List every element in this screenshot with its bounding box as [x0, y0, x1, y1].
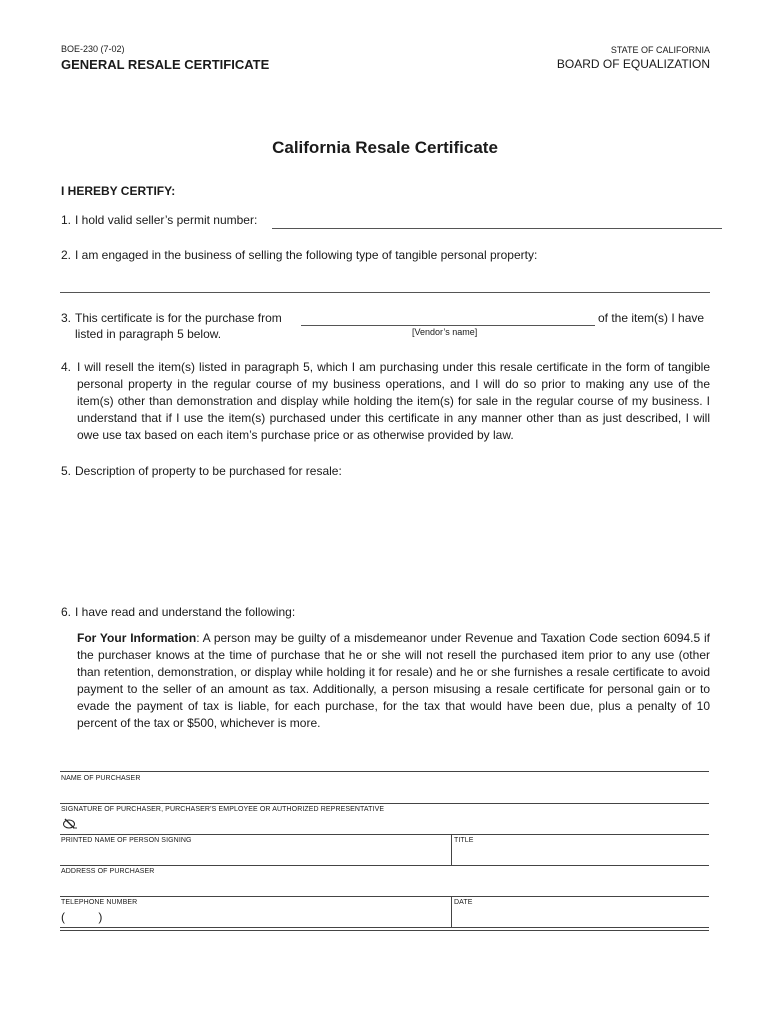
- form-title: GENERAL RESALE CERTIFICATE: [61, 57, 270, 72]
- item-3-text-b: of the item(s) I have: [598, 311, 705, 325]
- item-4-number: 4.: [61, 360, 72, 374]
- bottom-double-rule: [60, 930, 709, 931]
- item-4-text: I will resell the item(s) listed in paragraph 5, which I am purchasing under this resale certificate in the form of tangible personal property in the regular course of my business operations, and I will do so prior to making any use of the item(s) other than demonstration and display while holding the item(s) for sale in the regular course of my business. I understand that if I use the item(s) purchased under this certificate in any manner other than as just described, I will owe use tax based on each item’s purchase price or as otherwise provided by law.: [77, 360, 710, 442]
- fyi-paragraph: [77, 630, 710, 732]
- telephone-label: TELEPHONE NUMBER: [61, 899, 138, 906]
- item-3-text-a: This certificate is for the purchase from: [75, 311, 282, 325]
- property-type-field[interactable]: [60, 292, 710, 293]
- item-3-text-c: listed in paragraph 5 below.: [75, 327, 222, 341]
- name-of-purchaser-field[interactable]: [60, 803, 709, 804]
- item-2-number: 2.: [61, 248, 72, 262]
- item-5-number: 5.: [61, 464, 72, 478]
- fyi-label: For Your Information: [77, 631, 197, 645]
- permit-number-field[interactable]: [272, 228, 722, 229]
- form-id: BOE-230 (7-02): [61, 44, 125, 54]
- name-of-purchaser-label: NAME OF PURCHASER: [61, 775, 141, 782]
- telephone-date-divider: [451, 896, 452, 928]
- address-label: ADDRESS OF PURCHASER: [61, 868, 155, 875]
- page-title: California Resale Certificate: [272, 138, 498, 157]
- purchaser-top-rule: [60, 771, 709, 772]
- vendor-name-label: [Vendor’s name]: [412, 327, 478, 337]
- printed-name-label: PRINTED NAME OF PERSON SIGNING: [61, 837, 192, 844]
- title-label: TITLE: [454, 837, 474, 844]
- property-description-area[interactable]: [75, 482, 710, 592]
- telephone-parens: ( ): [61, 910, 103, 924]
- certify-heading: I HEREBY CERTIFY:: [61, 184, 176, 198]
- board-label: BOARD OF EQUALIZATION: [556, 57, 710, 71]
- address-field[interactable]: [60, 896, 709, 897]
- fyi-text: : A person may be guilty of a misdemeanor under Revenue and Taxation Code section 6094.5 if the purchaser knows at the time of purchase that he or she will not resell the purchased item prior to any use (other than retention, demonstration, or display while holding it for resale) and he or she furnishes a resale certificate to avoid payment to the seller of an amount as tax. Additionally, a person misusing a resale certificate for personal gain or to evade the payment of tax is liable, for each purchase, for the tax that would have been due, plus a penalty of 10 percent of the tax or $500, whichever is more.: [77, 631, 710, 730]
- vendor-name-field[interactable]: [301, 325, 595, 326]
- item-2-text: I am engaged in the business of selling the following type of tangible personal property:: [75, 248, 538, 262]
- item-5-text: Description of property to be purchased for resale:: [75, 464, 342, 478]
- state-label: STATE OF CALIFORNIA: [610, 45, 710, 55]
- telephone-date-field[interactable]: [60, 927, 709, 928]
- item-1-number: 1.: [61, 213, 72, 227]
- date-label: DATE: [454, 899, 473, 906]
- item-6-text: I have read and understand the following:: [75, 605, 296, 619]
- item-6-number: 6.: [61, 605, 72, 619]
- signature-field[interactable]: [60, 834, 709, 835]
- signature-label: SIGNATURE OF PURCHASER, PURCHASER’S EMPLOYEE OR AUTHORIZED REPRESENTATIVE: [61, 806, 385, 813]
- pen-sign-icon: [62, 816, 78, 830]
- item-1-text: I hold valid seller’s permit number:: [75, 213, 258, 227]
- item-3-number: 3.: [61, 311, 72, 325]
- printed-name-title-divider: [451, 834, 452, 865]
- printed-name-title-field[interactable]: [60, 865, 709, 866]
